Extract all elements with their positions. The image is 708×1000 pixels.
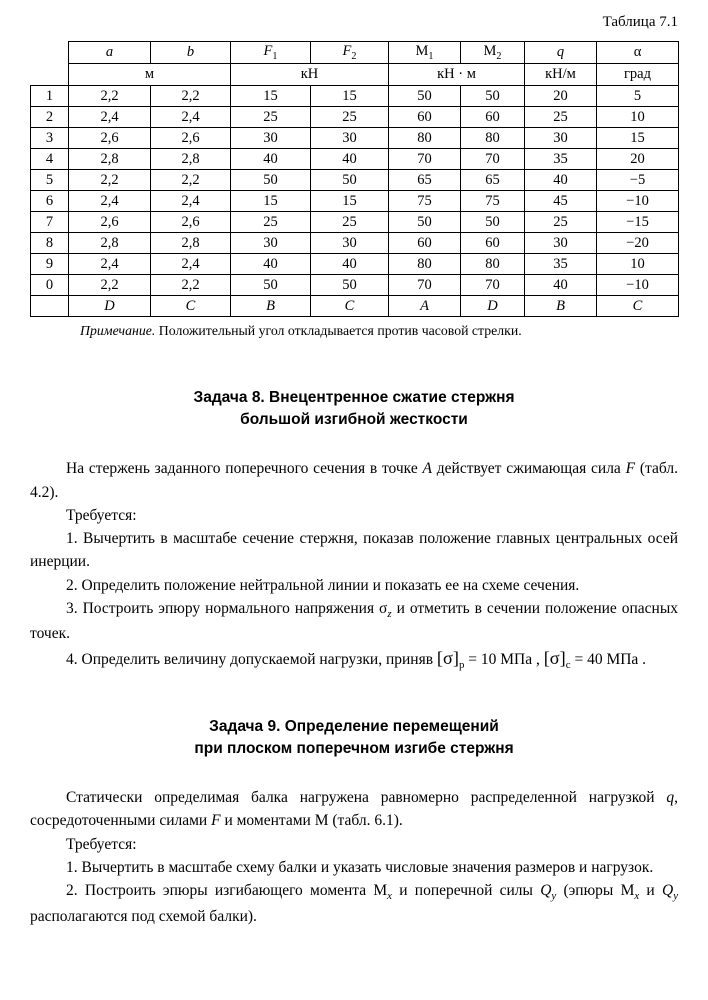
text-run: = 40 МПа . bbox=[570, 651, 647, 669]
table-row bbox=[31, 128, 679, 149]
table-cell: 30 bbox=[525, 233, 597, 254]
paragraph bbox=[30, 833, 678, 856]
table-cell: 50 bbox=[461, 212, 525, 233]
table-cell: 15 bbox=[231, 191, 311, 212]
table-cell: 2,8 bbox=[69, 233, 151, 254]
paragraph bbox=[30, 856, 678, 879]
text-run: Q bbox=[661, 882, 674, 900]
table-cell: 2,6 bbox=[151, 128, 231, 149]
table-cell: 2,2 bbox=[69, 86, 151, 107]
table-cell: 50 bbox=[389, 212, 461, 233]
table-cell: 80 bbox=[389, 254, 461, 275]
text-run: y bbox=[673, 890, 679, 903]
table-cell: 9 bbox=[31, 254, 69, 275]
text-run: Q bbox=[540, 882, 552, 900]
text-run: Требуется: bbox=[66, 506, 137, 524]
column-header-f2: $F_2$ bbox=[311, 42, 389, 64]
table-cell: 2,4 bbox=[69, 107, 151, 128]
table-cell: 30 bbox=[311, 128, 389, 149]
table-cell: 30 bbox=[311, 233, 389, 254]
table-cell: 70 bbox=[461, 275, 525, 296]
table-cell: 7 bbox=[31, 212, 69, 233]
table-cell: 2 bbox=[31, 107, 69, 128]
table-row bbox=[31, 107, 679, 128]
table-row bbox=[31, 233, 679, 254]
table-cell: 75 bbox=[389, 191, 461, 212]
text-run: , сосредоточенными силами bbox=[30, 789, 678, 830]
text-run: 4. Определить величину допускаемой нагрузки, приняв bbox=[66, 651, 437, 669]
text-run: Положительный угол откладывается против часовой стрелки. bbox=[155, 323, 522, 338]
table-cell: 2,2 bbox=[151, 170, 231, 191]
table-cell: 30 bbox=[231, 233, 311, 254]
text-run: и поперечной силы bbox=[392, 882, 541, 900]
table-cell: 25 bbox=[231, 212, 311, 233]
table-cell: 2,2 bbox=[151, 86, 231, 107]
text-run: F bbox=[211, 812, 221, 830]
text-run: Статически определимая балка нагружена равномерно распределенной нагрузкой bbox=[66, 789, 667, 807]
table-cell: 2,4 bbox=[151, 254, 231, 275]
text-run: z bbox=[387, 607, 392, 620]
table-cell: 25 bbox=[525, 107, 597, 128]
table-cell: 2,4 bbox=[151, 107, 231, 128]
table-cell: 2,4 bbox=[69, 254, 151, 275]
text-run: 2. Определить положение нейтральной линии и показать ее на схеме сечения. bbox=[66, 576, 580, 594]
table-row bbox=[31, 296, 679, 317]
column-header-f1: $F_1$ bbox=[231, 42, 311, 64]
table-cell: 30 bbox=[525, 128, 597, 149]
table-cell: −10 bbox=[597, 275, 679, 296]
table-cell: B bbox=[231, 296, 311, 317]
table-cell: −15 bbox=[597, 212, 679, 233]
table-header-row-units bbox=[31, 64, 679, 86]
table-cell: 15 bbox=[597, 128, 679, 149]
table-cell: 25 bbox=[311, 107, 389, 128]
table-cell: 5 bbox=[597, 86, 679, 107]
text-run: x bbox=[387, 890, 392, 903]
text-run: р bbox=[458, 659, 465, 672]
task9-paragraphs bbox=[30, 786, 678, 928]
task9-heading-line2: при плоском поперечном изгибе стержня bbox=[194, 739, 514, 757]
table-cell: 20 bbox=[525, 86, 597, 107]
table-cell: 60 bbox=[389, 233, 461, 254]
paragraph bbox=[30, 504, 678, 527]
unit-cell-knpm: кН/м bbox=[525, 64, 597, 86]
table-cell: 35 bbox=[525, 254, 597, 275]
table-cell: 70 bbox=[389, 149, 461, 170]
table-cell: 40 bbox=[311, 254, 389, 275]
table-cell: A bbox=[389, 296, 461, 317]
table-cell: 2,2 bbox=[151, 275, 231, 296]
table-note bbox=[30, 323, 678, 339]
table-cell: 50 bbox=[389, 86, 461, 107]
task8-heading-line2: большой изгибной жесткости bbox=[240, 410, 468, 428]
table-cell: 60 bbox=[461, 107, 525, 128]
text-run: q bbox=[666, 789, 675, 807]
table-cell: 2,6 bbox=[69, 128, 151, 149]
task8-heading-line1: Задача 8. Внецентренное сжатие стержня bbox=[193, 389, 515, 406]
text-run: 1. Вычертить в масштабе сечение стержня, показав положение главных центральных осей инерции. bbox=[30, 530, 678, 571]
table-cell: 10 bbox=[597, 254, 679, 275]
table-row bbox=[31, 149, 679, 170]
column-header-m1: $М_1$ bbox=[389, 42, 461, 64]
column-header-a: a bbox=[69, 42, 151, 64]
table-row bbox=[31, 212, 679, 233]
table-cell: 60 bbox=[461, 233, 525, 254]
column-header-b: b bbox=[151, 42, 231, 64]
task9-heading bbox=[30, 716, 678, 759]
table-cell: 2,8 bbox=[69, 149, 151, 170]
text-run: (табл. 4.2). bbox=[30, 460, 678, 501]
table-cell: 65 bbox=[461, 170, 525, 191]
table-row bbox=[31, 86, 679, 107]
paragraph bbox=[30, 574, 678, 597]
text-run: Примечание. bbox=[80, 323, 156, 338]
unit-cell-knm: кН · м bbox=[389, 64, 525, 86]
paragraph bbox=[30, 597, 678, 646]
table-cell: 70 bbox=[461, 149, 525, 170]
text-run: x bbox=[634, 890, 640, 903]
unit-cell-grad: град bbox=[597, 64, 679, 86]
table-cell: 2,4 bbox=[69, 191, 151, 212]
task8-paragraphs bbox=[30, 457, 678, 673]
table-caption: Таблица 7.1 bbox=[602, 14, 678, 30]
task8-heading bbox=[30, 387, 678, 430]
table-cell: −5 bbox=[597, 170, 679, 191]
text-run: [σ] bbox=[436, 648, 459, 669]
text-run: с bbox=[565, 659, 571, 672]
table-cell: 40 bbox=[231, 254, 311, 275]
table-cell: 80 bbox=[461, 128, 525, 149]
table-cell: 2,8 bbox=[151, 149, 231, 170]
text-run: и моментами М (табл. 6.1). bbox=[220, 812, 403, 830]
table-cell: 1 bbox=[31, 86, 69, 107]
table-body bbox=[31, 86, 679, 317]
column-header-m2: $М_2$ bbox=[461, 42, 525, 64]
table-row bbox=[31, 170, 679, 191]
table-cell: 50 bbox=[311, 275, 389, 296]
table-cell: 40 bbox=[525, 170, 597, 191]
table-cell: 3 bbox=[31, 128, 69, 149]
text-run: 3. Построить эпюру нормального напряжения σ bbox=[66, 599, 388, 617]
column-header-alpha: α bbox=[597, 42, 679, 64]
table-cell: 2,6 bbox=[151, 212, 231, 233]
paragraph bbox=[30, 879, 678, 928]
table-cell: 2,8 bbox=[151, 233, 231, 254]
text-run: На стержень заданного поперечного сечения в точке bbox=[66, 460, 423, 478]
table-cell: D bbox=[69, 296, 151, 317]
table-cell: 30 bbox=[231, 128, 311, 149]
table-cell: 8 bbox=[31, 233, 69, 254]
table-cell: 2,4 bbox=[151, 191, 231, 212]
paragraph bbox=[30, 645, 678, 673]
table-header bbox=[31, 42, 679, 86]
table-cell: 4 bbox=[31, 149, 69, 170]
paragraph bbox=[30, 457, 678, 504]
table-cell: 2,2 bbox=[69, 275, 151, 296]
text-run: = 10 МПа , bbox=[464, 651, 544, 669]
table-cell: D bbox=[461, 296, 525, 317]
table-cell: 65 bbox=[389, 170, 461, 191]
table-cell: 6 bbox=[31, 191, 69, 212]
text-run: [σ] bbox=[543, 648, 566, 669]
table-cell: 2,6 bbox=[69, 212, 151, 233]
table-cell: 50 bbox=[461, 86, 525, 107]
text-run: Требуется: bbox=[66, 835, 137, 853]
table-cell: 50 bbox=[231, 170, 311, 191]
table-cell: 15 bbox=[231, 86, 311, 107]
table-cell: C bbox=[597, 296, 679, 317]
table-cell bbox=[31, 296, 69, 317]
table-cell: 60 bbox=[389, 107, 461, 128]
task9-heading-line1: Задача 9. Определение перемещений bbox=[209, 717, 499, 735]
table-cell: 45 bbox=[525, 191, 597, 212]
table-row bbox=[31, 254, 679, 275]
table-cell: B bbox=[525, 296, 597, 317]
table-cell: 50 bbox=[231, 275, 311, 296]
table-corner-cell bbox=[31, 42, 69, 86]
table-cell: 40 bbox=[231, 149, 311, 170]
text-run: A bbox=[422, 460, 432, 478]
table-cell: 25 bbox=[231, 107, 311, 128]
table-cell: 75 bbox=[461, 191, 525, 212]
text-run: располагаются под схемой балки). bbox=[30, 907, 257, 925]
table-cell: 10 bbox=[597, 107, 679, 128]
text-run: и отметить в сечении положение опасных точек. bbox=[30, 599, 678, 643]
text-run: и bbox=[639, 882, 662, 900]
table-cell: 2,2 bbox=[69, 170, 151, 191]
table-cell: C bbox=[311, 296, 389, 317]
text-run: 2. Построить эпюры изгибающего момента М bbox=[66, 882, 388, 900]
text-run: F bbox=[625, 460, 636, 478]
table-row bbox=[31, 275, 679, 296]
table-cell: 80 bbox=[389, 128, 461, 149]
table-header-row-symbols bbox=[31, 42, 679, 64]
table-cell: C bbox=[151, 296, 231, 317]
table-cell: 70 bbox=[389, 275, 461, 296]
table-cell: 40 bbox=[311, 149, 389, 170]
table-cell: 25 bbox=[525, 212, 597, 233]
table-row bbox=[31, 191, 679, 212]
table-cell: 35 bbox=[525, 149, 597, 170]
unit-cell-kn: кН bbox=[231, 64, 389, 86]
unit-cell-m: м bbox=[69, 64, 231, 86]
table-cell: 15 bbox=[311, 86, 389, 107]
text-run: 1. Вычертить в масштабе схему балки и указать числовые значения размеров и нагрузок. bbox=[66, 858, 654, 876]
table-cell: 0 bbox=[31, 275, 69, 296]
paragraph bbox=[30, 786, 678, 833]
text-run: (эпюры М bbox=[556, 882, 635, 900]
table-cell: 5 bbox=[31, 170, 69, 191]
variants-table bbox=[30, 41, 679, 317]
table-cell: −20 bbox=[597, 233, 679, 254]
text-run: действует сжимающая сила bbox=[431, 460, 626, 478]
table-cell: 40 bbox=[525, 275, 597, 296]
paragraph bbox=[30, 527, 678, 574]
column-header-q: q bbox=[525, 42, 597, 64]
table-cell: 50 bbox=[311, 170, 389, 191]
table-cell: −10 bbox=[597, 191, 679, 212]
table-cell: 25 bbox=[311, 212, 389, 233]
table-cell: 20 bbox=[597, 149, 679, 170]
text-run: y bbox=[551, 890, 557, 903]
table-cell: 80 bbox=[461, 254, 525, 275]
table-cell: 15 bbox=[311, 191, 389, 212]
